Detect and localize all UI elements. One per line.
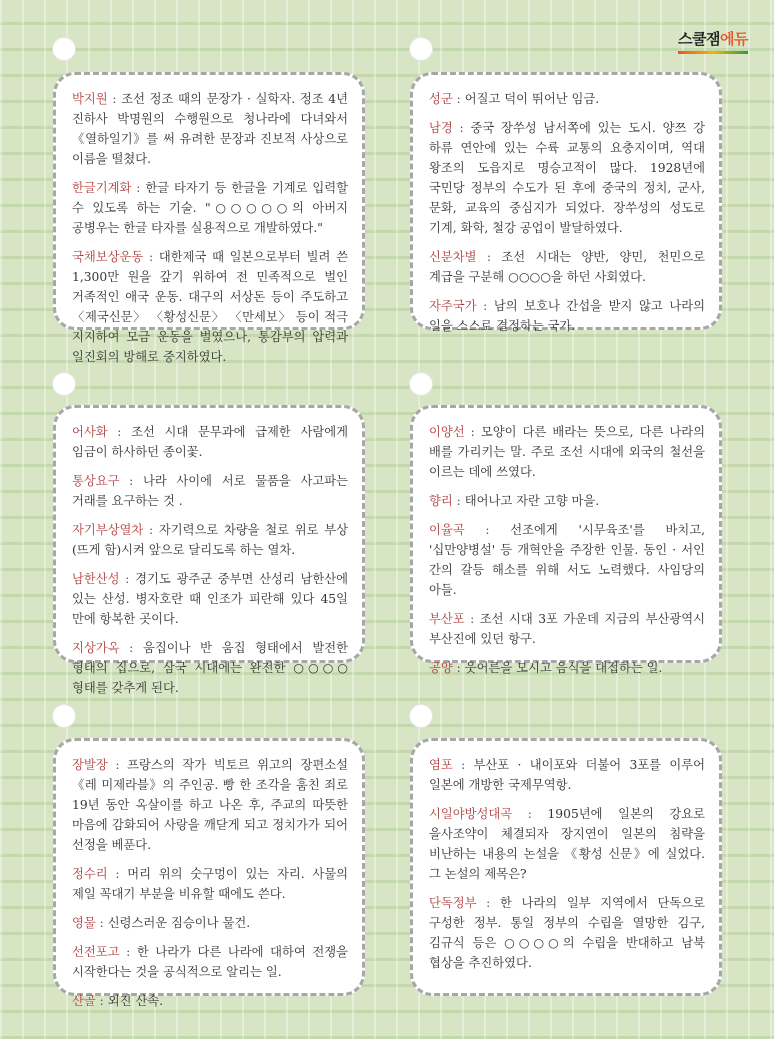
entry-term: 통상요구 bbox=[72, 474, 120, 488]
entry-definition: 태어나고 자란 고향 마을. bbox=[464, 494, 600, 508]
glossary-entry: 지상가옥 : 움집이나 반 움집 형태에서 발전한 형태의 집으로, 삼국 시대에는 완전한 ○○○○ 형태를 갖추게 된다. bbox=[72, 641, 348, 695]
glossary-card bbox=[410, 738, 722, 996]
entry-term: 이율곡 bbox=[429, 523, 465, 537]
entry-definition: 모양이 다른 배라는 뜻으로, 다른 나라의 배를 가리키는 말. 주로 조선 시대에 외국의 철선을 이르는 데에 쓰였다. bbox=[429, 425, 705, 479]
entry-definition: 조선 시대 문무과에 급제한 사람에게 임금이 하사하던 종이꽃. bbox=[72, 425, 348, 459]
binder-hole bbox=[410, 38, 432, 60]
entry-term: 시일야방성대곡 bbox=[429, 807, 513, 821]
entry-definition: 웃어른을 모시고 음식을 대접하는 일. bbox=[464, 661, 663, 675]
entry-term: 어사화 bbox=[72, 425, 108, 439]
entry-definition: 부산포 · 내이포와 더불어 3포를 이루어 일본에 개방한 국제무역항. bbox=[429, 758, 705, 792]
entry-term: 신분차별 bbox=[429, 250, 477, 264]
glossary-entry: 선전포고 : 한 나라가 다른 나라에 대하여 전쟁을 시작한다는 것을 공식적으로 알리는 일. bbox=[72, 945, 348, 979]
logo-underline bbox=[678, 51, 748, 54]
entry-term: 영물 bbox=[72, 916, 96, 930]
entry-term: 장발장 bbox=[72, 758, 108, 772]
entry-definition: 나라 사이에 서로 물품을 사고파는 거래를 요구하는 것 . bbox=[72, 474, 348, 508]
entry-term: 남경 bbox=[429, 121, 453, 135]
entry-definition: 선조에게 '시무육조'를 바치고, '십만양병설' 등 개혁안을 주장한 인물. 동인 · 서인 간의 갈등 해소를 위해 서도 노력했다. 사임당의 아들. bbox=[429, 523, 705, 597]
entry-term: 박지원 bbox=[72, 92, 108, 106]
glossary-entry: 남경 : 중국 장쑤성 남서쪽에 있는 도시. 양쯔 강 하류 연안에 있는 수륙 교통의 요충지이며, 역대 왕조의 도읍지로 명승고적이 많다. 1928년에 국민당 정부의 수도가 된 후에 중국의 정치, 군사, 문화, 교육의 중심지가 되었다. 장쑤성의 성도로 기계, 화학, 철강 공업이 발달하였다. bbox=[429, 121, 705, 235]
glossary-entry: 통상요구 : 나라 사이에 서로 물품을 사고파는 거래를 요구하는 것 . bbox=[72, 474, 348, 508]
entry-definition: 프랑스의 작가 빅토르 위고의 장편소설 《레 미제라블》의 주인공. 빵 한 조각을 훔친 죄로 19년 동안 옥살이를 하고 나온 후, 주교의 따뜻한 마음에 감화되어 사랑을 깨닫게 되고 정치가가 되어 선정을 베푼다. bbox=[72, 758, 348, 852]
glossary-entry: 한글기계화 : 한글 타자기 등 한글을 기계로 입력할 수 있도록 하는 기술. "○○○○○의 아버지 공병우는 한글 타자를 실용적으로 개발하였다." bbox=[72, 181, 348, 235]
entry-term: 단독정부 bbox=[429, 896, 477, 910]
glossary-entry: 정수리 : 머리 위의 숫구멍이 있는 자리. 사물의 제일 꼭대기 부분을 비유할 때에도 쓴다. bbox=[72, 867, 348, 901]
binder-hole bbox=[410, 705, 432, 727]
entry-term: 향리 bbox=[429, 494, 453, 508]
glossary-card bbox=[53, 738, 365, 1008]
glossary-entry: 장발장 : 프랑스의 작가 빅토르 위고의 장편소설 《레 미제라블》의 주인공. 빵 한 조각을 훔친 죄로 19년 동안 옥살이를 하고 나온 후, 주교의 따뜻한 마음에 감화되어 사랑을 깨닫게 되고 정치가가 되어 선정을 베푼다. bbox=[72, 758, 348, 852]
entry-term: 남한산성 bbox=[72, 572, 120, 586]
glossary-entry: 염포 : 부산포 · 내이포와 더불어 3포를 이루어 일본에 개방한 국제무역항. bbox=[429, 758, 705, 792]
binder-hole bbox=[410, 373, 432, 395]
entry-term: 이양선 bbox=[429, 425, 465, 439]
glossary-entry: 어사화 : 조선 시대 문무과에 급제한 사람에게 임금이 하사하던 종이꽃. bbox=[72, 425, 348, 459]
logo-text-accent: 에듀 bbox=[719, 30, 748, 48]
glossary-entry: 남한산성 : 경기도 광주군 중부면 산성리 남한산에 있는 산성. 병자호란 때 인조가 피란해 있다 45일 만에 항복한 곳이다. bbox=[72, 572, 348, 626]
glossary-card bbox=[410, 405, 722, 675]
glossary-entry: 신분차별 : 조선 시대는 양반, 양민, 천민으로 계급을 구분해 ○○○○을 하던 사회였다. bbox=[429, 250, 705, 284]
entry-definition: 경기도 광주군 중부면 산성리 남한산에 있는 산성. 병자호란 때 인조가 피란해 있다 45일 만에 항복한 곳이다. bbox=[72, 572, 348, 626]
entry-definition: 자기력으로 차량을 철로 위로 부상(뜨게 함)시켜 앞으로 달리도록 하는 열차. bbox=[72, 523, 348, 557]
binder-hole bbox=[53, 373, 75, 395]
entry-definition: 한글 타자기 등 한글을 기계로 입력할 수 있도록 하는 기술. "○○○○○의 아버지 공병우는 한글 타자를 실용적으로 개발하였다." bbox=[72, 181, 348, 235]
glossary-entry: 자주국가 : 남의 보호나 간섭을 받지 않고 나라의 일을 스스로 결정하는 국가. bbox=[429, 299, 705, 333]
entry-definition: 한 나라가 다른 나라에 대하여 전쟁을 시작한다는 것을 공식적으로 알리는 일. bbox=[72, 945, 348, 979]
entry-term: 한글기계화 bbox=[72, 181, 132, 195]
logo-text-main: 스쿨잼 bbox=[678, 30, 720, 48]
entry-definition: 조선 시대 3포 가운데 지금의 부산광역시 부산진에 있던 항구. bbox=[429, 612, 705, 646]
entry-term: 자기부상열차 bbox=[72, 523, 144, 537]
entry-term: 성군 bbox=[429, 92, 453, 106]
entry-definition: 조선 시대는 양반, 양민, 천민으로 계급을 구분해 ○○○○을 하던 사회였다. bbox=[429, 250, 705, 284]
entry-definition: 머리 위의 숫구멍이 있는 자리. 사물의 제일 꼭대기 부분을 비유할 때에도 쓴다. bbox=[72, 867, 348, 901]
glossary-entry: 성군 : 어질고 덕이 뛰어난 임금. bbox=[429, 92, 600, 106]
entry-term: 공양 bbox=[429, 661, 453, 675]
glossary-entry: 산골 : 외진 산속. bbox=[72, 994, 164, 1008]
entry-term: 지상가옥 bbox=[72, 641, 120, 655]
entry-definition: 남의 보호나 간섭을 받지 않고 나라의 일을 스스로 결정하는 국가. bbox=[429, 299, 705, 333]
glossary-entry: 이양선 : 모양이 다른 배라는 뜻으로, 다른 나라의 배를 가리키는 말. 주로 조선 시대에 외국의 철선을 이르는 데에 쓰였다. bbox=[429, 425, 705, 479]
glossary-entry: 이율곡 : 선조에게 '시무육조'를 바치고, '십만양병설' 등 개혁안을 주장한 인물. 동인 · 서인 간의 갈등 해소를 위해 서도 노력했다. 사임당의 아들. bbox=[429, 523, 705, 597]
glossary-entry: 국채보상운동 : 대한제국 때 일본으로부터 빌려 쓴 1,300만 원을 갚기 위하여 전 민족적으로 벌인 거족적인 애국 운동. 대구의 서상돈 등이 주도하고 〈제국신문〉 〈황성신문〉 〈만세보〉 등이 적극 지지하여 모금 운동을 벌였으나, 통감부의 압력과 일진회의 방해로 중지하였다. bbox=[72, 250, 348, 364]
glossary-entry: 자기부상열차 : 자기력으로 차량을 철로 위로 부상(뜨게 함)시켜 앞으로 달리도록 하는 열차. bbox=[72, 523, 348, 557]
entry-definition: 대한제국 때 일본으로부터 빌려 쓴 1,300만 원을 갚기 위하여 전 민족적으로 벌인 거족적인 애국 운동. 대구의 서상돈 등이 주도하고 〈제국신문〉 〈황성신문〉 〈만세보〉 등이 적극 지지하여 모금 운동을 벌였으나, 통감부의 압력과 일진회의 방해로 중지하였다. bbox=[72, 250, 348, 364]
glossary-card bbox=[53, 72, 365, 364]
glossary-entry: 박지원 : 조선 정조 때의 문장가 · 실학자. 정조 4년 진하사 박명원의 수행원으로 청나라에 다녀와서 《열하일기》를 써 유려한 문장과 진보적 사상으로 이름을 떨쳤다. bbox=[72, 92, 348, 166]
brand-logo bbox=[678, 28, 748, 54]
entry-term: 부산포 bbox=[429, 612, 465, 626]
entry-term: 정수리 bbox=[72, 867, 108, 881]
entry-definition: 어질고 덕이 뛰어난 임금. bbox=[464, 92, 600, 106]
glossary-entry: 공양 : 웃어른을 모시고 음식을 대접하는 일. bbox=[429, 661, 663, 675]
entry-definition: 조선 정조 때의 문장가 · 실학자. 정조 4년 진하사 박명원의 수행원으로 청나라에 다녀와서 《열하일기》를 써 유려한 문장과 진보적 사상으로 이름을 떨쳤다. bbox=[72, 92, 348, 166]
glossary-entry: 단독정부 : 한 나라의 일부 지역에서 단독으로 구성한 정부. 통일 정부의 수립을 열망한 김구, 김규식 등은 ○○○○의 수립을 반대하고 남북 협상을 추진하였다. bbox=[429, 896, 705, 970]
entry-definition: 중국 장쑤성 남서쪽에 있는 도시. 양쯔 강 하류 연안에 있는 수륙 교통의 요충지이며, 역대 왕조의 도읍지로 명승고적이 많다. 1928년에 국민당 정부의 수도가 된 후에 중국의 정치, 군사, 문화, 교육의 중심지가 되었다. 장쑤성의 성도로 기계, 화학, 철강 공업이 발달하였다. bbox=[429, 121, 705, 235]
entry-term: 산골 bbox=[72, 994, 96, 1008]
entry-definition: 1905년에 일본의 강요로 을사조약이 체결되자 장지연이 일본의 침략을 비난하는 내용의 논설을 《황성 신문》에 실었다. 그 논설의 제목은? bbox=[429, 807, 705, 881]
glossary-card bbox=[53, 405, 365, 695]
binder-hole bbox=[53, 38, 75, 60]
glossary-entry: 영물 : 신령스러운 짐승이나 물건. bbox=[72, 916, 251, 930]
entry-definition: 외진 산속. bbox=[107, 994, 164, 1008]
glossary-card bbox=[410, 72, 722, 333]
entry-definition: 움집이나 반 움집 형태에서 발전한 형태의 집으로, 삼국 시대에는 완전한 ○○○○ 형태를 갖추게 된다. bbox=[72, 641, 348, 695]
entry-definition: 신령스러운 짐승이나 물건. bbox=[107, 916, 251, 930]
entry-term: 국채보상운동 bbox=[72, 250, 144, 264]
entry-term: 자주국가 bbox=[429, 299, 477, 313]
glossary-entry: 부산포 : 조선 시대 3포 가운데 지금의 부산광역시 부산진에 있던 항구. bbox=[429, 612, 705, 646]
binder-hole bbox=[53, 705, 75, 727]
glossary-entry: 향리 : 태어나고 자란 고향 마을. bbox=[429, 494, 600, 508]
glossary-entry: 시일야방성대곡 : 1905년에 일본의 강요로 을사조약이 체결되자 장지연이 일본의 침략을 비난하는 내용의 논설을 《황성 신문》에 실었다. 그 논설의 제목은? bbox=[429, 807, 705, 881]
entry-term: 염포 bbox=[429, 758, 453, 772]
entry-definition: 한 나라의 일부 지역에서 단독으로 구성한 정부. 통일 정부의 수립을 열망한 김구, 김규식 등은 ○○○○의 수립을 반대하고 남북 협상을 추진하였다. bbox=[429, 896, 705, 970]
entry-term: 선전포고 bbox=[72, 945, 120, 959]
